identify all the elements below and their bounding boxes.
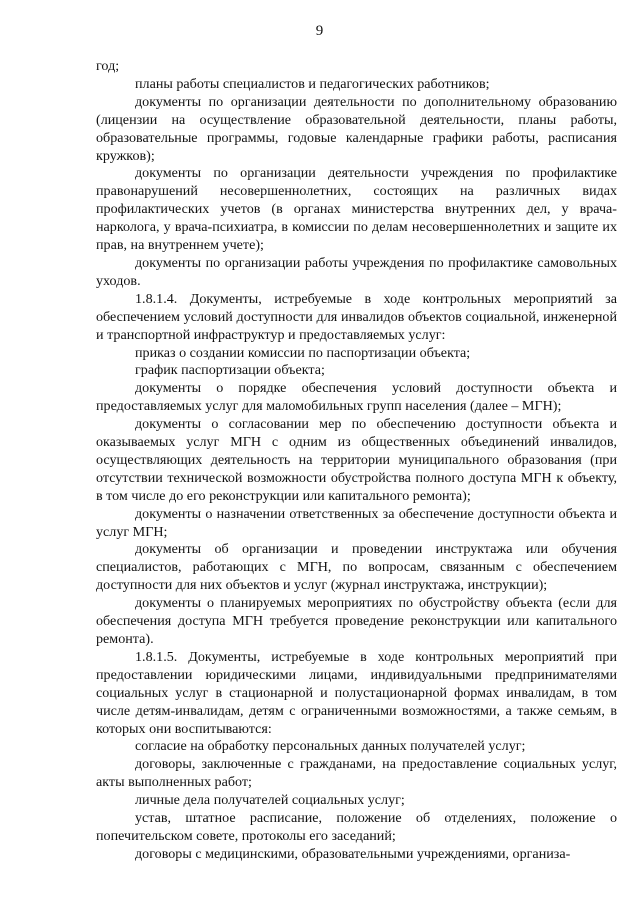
- paragraph: планы работы специалистов и педагогических работников;: [135, 75, 490, 92]
- paragraph: договоры с медицинскими, образовательными учреждениями, организа-: [135, 845, 571, 862]
- paragraph: документы по организации деятельности учреждения по профилактике правонарушений несовершеннолетних, состоящих на различных видах профилактических учетов (в органах министерства внутренних дел, у врача-нарколога, у врача-психиатра, в комиссии по делам несовершеннолетних и защите их прав, на внутреннем учете);: [96, 165, 617, 254]
- paragraph: год;: [96, 58, 120, 74]
- paragraph: согласие на обработку персональных данных получателей услуг;: [135, 738, 526, 755]
- paragraph: документы о планируемых мероприятиях по обустройству объекта (если для обеспечения доступа МГН требуется проведение реконструкции или капитального ремонта).: [96, 595, 617, 647]
- paragraph: документы по организации деятельности по дополнительному образованию (лицензии на осуществление образовательной деятельности, планы работы, образовательные программы, годовые календарные графики работы, расписания кружков);: [96, 93, 617, 164]
- paragraph: график паспортизации объекта;: [135, 362, 325, 379]
- paragraph: документы об организации и проведении инструктажа или обучения специалистов, работающих с МГН, по вопросам, связанным с обеспечением доступности для них объектов и услуг (журнал инструктажа, инструкции);: [96, 541, 617, 594]
- document-body: [96, 58, 617, 864]
- section-1-8-1-4: 1.8.1.4. Документы, истребуемые в ходе контрольных мероприятий за обеспечением условий доступности для инвалидов объектов социальной, инженерной и транспортной инфраструктур и предоставляемых услуг:: [96, 290, 617, 343]
- paragraph: приказ о создании комиссии по паспортизации объекта;: [135, 344, 471, 361]
- paragraph: договоры, заключенные с гражданами, на предоставление социальных услуг, акты выполненных работ;: [96, 756, 617, 791]
- paragraph: документы по организации работы учреждения по профилактике самовольных уходов.: [96, 254, 617, 289]
- paragraph: личные дела получателей социальных услуг;: [135, 792, 405, 809]
- paragraph: документы о назначении ответственных за обеспечение доступности объекта и услуг МГН;: [96, 505, 617, 540]
- paragraph: документы о порядке обеспечения условий доступности объекта и предоставляемых услуг для маломобильных групп населения (далее – МГН);: [96, 380, 617, 415]
- section-1-8-1-5: 1.8.1.5. Документы, истребуемые в ходе контрольных мероприятий при предоставлении юридическими лицами, индивидуальными предпринимателями социальных услуг в стационарной и полустационарной формах инвалидам, в том числе детям-инвалидам, детям с ограниченными возможностями, а также семьям, в которых они воспитываются:: [96, 648, 617, 737]
- page-number: 9: [315, 23, 324, 39]
- paragraph: устав, штатное расписание, положение об отделениях, положение о попечительском совете, протоколы его заседаний;: [96, 810, 617, 844]
- paragraph: документы о согласовании мер по обеспечению доступности объекта и оказываемых услуг МГН с одним из общественных объединений инвалидов, осуществляющих деятельность на территории муниципального образования (при отсутствии технической возможности обустройства полного доступа МГН к объекту, в том числе до его реконструкции или капитального ремонта);: [96, 416, 617, 504]
